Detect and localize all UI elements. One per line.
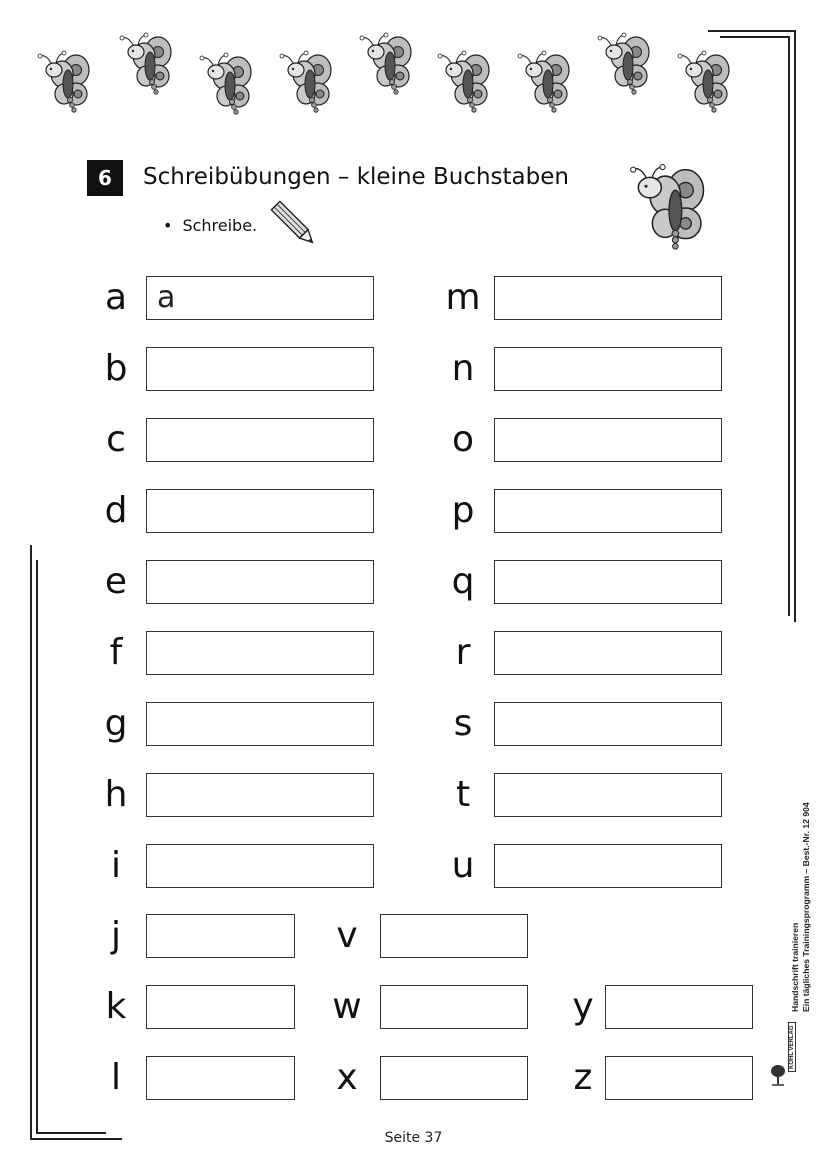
writing-box[interactable] [494, 276, 722, 320]
writing-box[interactable] [494, 347, 722, 391]
frame-right-inner [788, 36, 790, 616]
publisher-logo-text: KOHL VERLAG [788, 1022, 796, 1072]
letter-label: g [104, 703, 128, 744]
pencil-icon [268, 196, 320, 252]
sidebar-line-1: Handschrift trainieren [790, 922, 800, 1012]
instruction [163, 216, 257, 235]
letter-label: m [445, 277, 481, 318]
writing-box[interactable] [380, 1056, 528, 1100]
butterfly-icon [674, 46, 744, 118]
writing-box[interactable] [146, 985, 295, 1029]
frame-top-right-outer [708, 30, 796, 32]
sample-letter: a [157, 280, 176, 315]
butterfly-icon [356, 28, 426, 100]
task-title: Schreibübungen – kleine Buchstaben [143, 164, 569, 190]
frame-right-outer [794, 30, 796, 622]
butterfly-icon [276, 46, 346, 118]
frame-top-right-inner [720, 36, 790, 38]
letter-label: t [455, 774, 471, 815]
writing-box[interactable] [146, 844, 374, 888]
letter-label: w [332, 986, 362, 1027]
letter-label: q [451, 561, 475, 602]
letter-label: j [110, 915, 121, 956]
letter-label: x [336, 1057, 358, 1098]
letter-label: a [104, 277, 128, 318]
writing-box[interactable] [494, 773, 722, 817]
letter-label: i [110, 845, 121, 886]
letter-label: r [455, 632, 471, 673]
butterfly-icon [34, 46, 104, 118]
letter-label: o [451, 419, 475, 460]
letter-label: v [336, 915, 358, 956]
letter-label: d [104, 490, 128, 531]
writing-box[interactable] [494, 489, 722, 533]
letter-label: h [104, 774, 128, 815]
frame-left-inner [36, 560, 38, 1134]
task-number: 6 [87, 160, 123, 196]
instruction-text: Schreibe. [182, 216, 258, 235]
butterfly-icon [434, 46, 504, 118]
writing-box[interactable] [146, 276, 374, 320]
writing-box[interactable] [146, 347, 374, 391]
letter-label: u [451, 845, 475, 886]
letter-label: p [451, 490, 475, 531]
publisher-tree-logo-icon [770, 1064, 786, 1086]
sidebar-publisher-info [790, 802, 812, 1012]
writing-box[interactable] [380, 985, 528, 1029]
butterfly-icon [514, 46, 584, 118]
frame-left-outer [30, 545, 32, 1140]
butterfly-icon [196, 48, 266, 120]
writing-box[interactable] [494, 631, 722, 675]
butterfly-icon [594, 28, 664, 100]
writing-box[interactable] [605, 985, 753, 1029]
letter-label: c [106, 419, 126, 460]
writing-box[interactable] [494, 560, 722, 604]
writing-box[interactable] [605, 1056, 753, 1100]
letter-label: l [110, 1057, 121, 1098]
writing-box[interactable] [146, 631, 374, 675]
letter-label: e [104, 561, 128, 602]
letter-label: n [451, 348, 475, 389]
sidebar-line-2: Ein tägliches Trainingsprogramm – Best.-Nr. 12 904 [801, 802, 811, 1012]
writing-box[interactable] [494, 418, 722, 462]
letter-label: z [573, 1057, 593, 1098]
writing-box[interactable] [146, 1056, 295, 1100]
butterfly-large-icon [624, 162, 714, 254]
writing-box[interactable] [146, 773, 374, 817]
butterfly-icon [116, 28, 186, 100]
instruction-bullet: • [163, 216, 173, 235]
letter-label: f [109, 632, 123, 673]
writing-box[interactable] [380, 914, 528, 958]
writing-box[interactable] [494, 844, 722, 888]
writing-box[interactable] [494, 702, 722, 746]
letter-label: s [453, 703, 473, 744]
letter-label: b [104, 348, 128, 389]
letter-label: k [105, 986, 127, 1027]
writing-box[interactable] [146, 418, 374, 462]
page-number: Seite 37 [384, 1130, 443, 1146]
writing-box[interactable] [146, 702, 374, 746]
writing-box[interactable] [146, 489, 374, 533]
writing-box[interactable] [146, 914, 295, 958]
writing-box[interactable] [146, 560, 374, 604]
letter-label: y [572, 986, 594, 1027]
